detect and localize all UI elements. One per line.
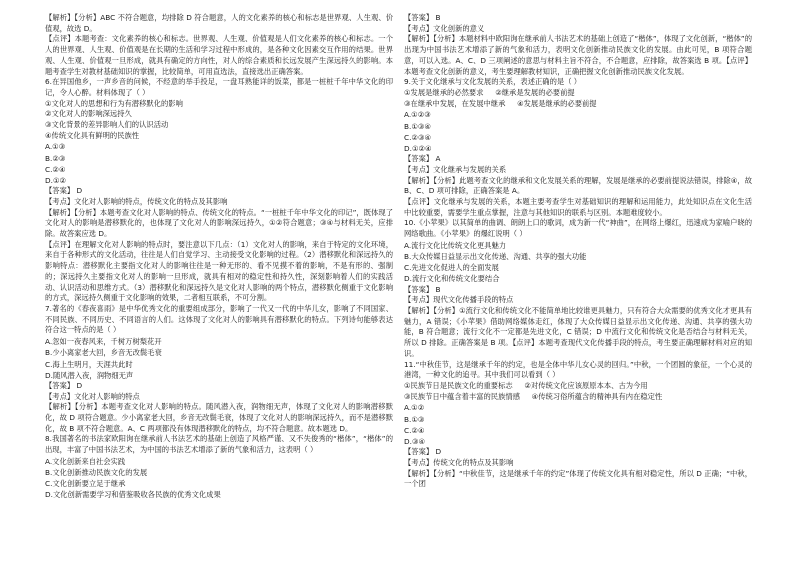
statement: ①文化对人的思想和行为有潜移默化的影响 <box>45 98 183 108</box>
comment-paragraph: 【点评】文化继承与发展的关系，本题主要考查学生对基础知识的理解和运用能力，此处知识点在文化生活中比较重要，需要学生重点掌握，注意与其他知识的联系与区别。本题难度较小。 <box>404 196 752 217</box>
analysis-paragraph: 【解析】【分析】本题考查文化对人影响的特点、传统文化的特点。“一桩桩千年中华文化的印记”，既体现了文化对人的影响是潜移默化的，也体现了文化对人的影响深远持久，①②符合题意；③④与材料无关，应排除。故答案应选 D。 <box>45 207 393 239</box>
statement: ①发展是继承的必然要求 <box>404 87 484 97</box>
statement: ①民族节日是民族文化的重要标志 <box>404 380 513 390</box>
topic-line: 【考点】现代文化传播手段的特点 <box>404 295 514 305</box>
option-line: B.大众传媒日益显示出文化传递、沟通、共享的强大功能 <box>404 251 587 261</box>
question-stem: 6.在异国他乡，一声乡音的问候，不经意的举手投足，一盘耳熟能详的饭菜，都是一桩桩千年中华文化的印记，令人心醉。材料体现了（ ） <box>45 77 393 97</box>
answer-line: 【答案】 A <box>404 154 441 164</box>
analysis-paragraph: 【解析】【分析】此题考查文化的继承和文化发展关系的理解，发展是继承的必要前提说法错误，排除④，故 B、C、D 项可排除，正确答案是 A。 <box>404 175 752 196</box>
statement: ③在继承中发展，在发展中继承 <box>404 98 506 108</box>
answer-line: 【答案】 D <box>45 186 83 196</box>
comment-paragraph: 【点评】在理解文化对人影响的特点时，要注意以下几点：（1）文化对人的影响，来自于特定的文化环境，来自于各种形式的文化活动，往往是人们自觉学习、主动接受文化影响的过程。（2）潜移默化和深远持久的影响特点：潜移默化主要指文化对人的影响往往是一种无形的、看不见摸不着的影响，不是有形的、强制的；深远持久主要指文化对人的影响一旦形成，就具有相对的稳定性和持久性，深刻影响着人们的实践活动、认识活动和思维方式。（3）潜移默化和深远持久是文化对人影响的两个特点，潜移默化侧重于文化影响的方式，深远持久侧重于文化影响的效果，二者相互联系，不可分割。 <box>45 239 393 303</box>
analysis-paragraph: 【解析】【分析】①流行文化和传统文化不能简单地比较谁更具魅力，只有符合大众需要的优秀文化才更具有魅力，A 错误；《小苹果》借助网络媒体走红，体现了大众传媒日益显示出文化传递、沟通、共享的强大功能，B 符合题意；流行文化不一定都是先进文化，C 错误；D 中流行文化和传统文化是否结合与材料无关，所以 D 排除。正确答案是 B 项。【点评】本题考查现代文化传播手段的特点，考生要正确理解材料对应的知识。 <box>404 305 752 358</box>
statement: ③民族节日中蕴含着丰富的民族情感 <box>404 391 520 401</box>
analysis-paragraph: 【解析】【分析】本题考查文化对人影响的特点。随风潜入夜，润物细无声，体现了文化对人的影响潜移默化，故 D 项符合题意。少小离家老大回，乡音无改鬓毛衰，体现了文化对人的影响深远持久，而不是潜移默化，故 B 项不符合题意。A、C 两项都没有体现潜移默化的特点，均不符合题意。故本题选 D。 <box>45 402 393 433</box>
option-line: D.①②④ <box>404 143 432 153</box>
option-line: C.②③④ <box>404 132 432 142</box>
topic-line: 【考点】文化对人影响的特点，传统文化的特点及其影响 <box>45 196 228 206</box>
topic-line: 【考点】文化继承与发展的关系 <box>404 164 507 174</box>
answer-line: 【答案】 B <box>404 284 441 294</box>
topic-line: 【考点】文化创新的意义 <box>404 23 485 33</box>
question-stem: 7.著名的《春夜喜雨》是中华优秀文化的重要组成部分，影响了一代又一代的中华儿女，影响了不同国家、不同民族、不同历史、不同语言的人们。这体现了文化对人的影响具有潜移默化的特点。下列诗句能够表达符合这一特点的是（ ） <box>45 303 393 335</box>
option-line: D.①② <box>45 176 67 186</box>
option-line: B.②③ <box>45 153 66 163</box>
statement: ②继承是发展的必要前提 <box>495 87 575 97</box>
statement: ④发展是继承的必要前提 <box>517 98 597 108</box>
statement: ②文化对人的影响深远持久 <box>45 109 132 119</box>
statement-pair <box>404 99 752 110</box>
left-column <box>45 13 393 553</box>
statement-pair <box>404 88 752 99</box>
analysis-paragraph: 【解析】【分析】本题材料中欧阳询在继承前人书法艺术的基础上创造了“楷体”，体现了文化创新，“楷体”的出现为中国书法艺术增添了新的气象和活力，表明文化创新推动民族文化的发展。由此可见，B 项符合题意，可以入选。A、C、D 三项阐述的意思与材料主旨不符合，不合题意，应排除，故答案选 B 项。【点评】本题考查文化创新的意义，考生要理解教材知识，正确把握文化创新推动民族文化发展。 <box>404 34 752 76</box>
option-line: B.①③ <box>404 414 425 424</box>
option-line: A.流行文化比传统文化更具魅力 <box>404 240 507 250</box>
option-line: A.①② <box>404 403 425 413</box>
question-stem: 8.我国著名的书法家欧阳询在继承前人书法艺术的基础上创造了风格严谨、又不失俊秀的“楷体”，“楷体”的出现，丰富了中国书法艺术，为中国的书法艺术增添了新的气象和活力，这表明（ ） <box>45 434 393 455</box>
option-line: C.先进文化促进人的全面发展 <box>404 263 499 273</box>
option-line: B.少小离家老大回，乡音无改鬓毛衰 <box>45 348 162 358</box>
topic-line: 【考点】文化对人影响的特点 <box>45 391 140 401</box>
question-stem: 11.“中秋佳节，这是继承千年的约定，也是全体中华儿女心灵的回归。”中秋，一个团圆的象征，一个心灵的港湾，一种文化的追寻。其中我们可以看到（ ） <box>404 359 752 380</box>
comment-paragraph: 【点评】本题考查：文化素养的核心和标志。世界观、人生观、价值观是人们文化素养的核心和标志。一个人的世界观、人生观、价值观是在长期的生活和学习过程中形成的，是各种文化因素交互作用的结果。世界观、人生观、价值观一旦形成，就具有确定的方向性，对人的综合素质和长远发展产生深远持久的影响。本题考查学生对教材基础知识的掌握，比较简单，可用直选法，直接选出正确答案。 <box>45 34 393 76</box>
analysis-paragraph: 【解析】【分析】“中秋佳节，这是继承千年的约定”体现了传统文化具有相对稳定性，所以 D 正确；“中秋，一个团 <box>404 468 752 489</box>
option-line: D.随风潜入夜，润物细无声 <box>45 370 134 380</box>
statement: ④传统习俗所蕴含的精神具有内在稳定性 <box>531 391 663 401</box>
option-line: A.①③ <box>45 142 66 152</box>
statement-pair <box>404 392 752 403</box>
option-line: A.①②③ <box>404 110 431 120</box>
option-line: A.文化创新来自社会实践 <box>45 456 126 466</box>
option-line: D.文化创新需要学习和借鉴吸收各民族的优秀文化成果 <box>45 490 221 500</box>
question-stem: 9.关于文化继承与文化发展的关系，表述正确的是（ ） <box>404 77 582 87</box>
option-line: B.文化创新推动民族文化的发展 <box>45 468 148 478</box>
option-line: C.②④ <box>45 164 66 174</box>
right-column <box>404 13 752 553</box>
option-line: A.忽如一夜春风来，千树万树梨花开 <box>45 337 162 347</box>
question-stem: 10.《小苹果》以其简单的曲调、朗朗上口的歌词，成为新一代“神曲”，在网络上爆红，迅速成为家喻户晓的网络歌曲。《小苹果》的爆红说明（ ） <box>404 218 752 239</box>
option-line: B.①③④ <box>404 121 431 131</box>
answer-line: 【答案】 D <box>45 380 83 390</box>
option-line: D.流行文化和传统文化要结合 <box>404 274 500 284</box>
statement: ②对传统文化应该原原本本、古为今用 <box>524 380 648 390</box>
statement-pair <box>404 381 752 392</box>
answer-line: 【答案】 B <box>404 13 441 22</box>
analysis-paragraph: 【解析】【分析】ABC 不符合题意，均排除 D 符合题意，人的文化素养的核心和标志是世界观、人生观、价值观，故选 D。 <box>45 13 393 33</box>
option-line: C.文化创新要立足于继承 <box>45 479 126 489</box>
option-line: C.②④ <box>404 425 425 435</box>
option-line: C.海上生明月，天涯共此时 <box>45 359 133 369</box>
topic-line: 【考点】传统文化的特点及其影响 <box>404 457 514 467</box>
statement: ④传统文化具有鲜明的民族性 <box>45 130 140 140</box>
answer-line: 【答案】 D <box>404 447 442 457</box>
statement: ③文化背景的差异影响人们的认识活动 <box>45 120 169 130</box>
option-line: D.③④ <box>404 436 426 446</box>
